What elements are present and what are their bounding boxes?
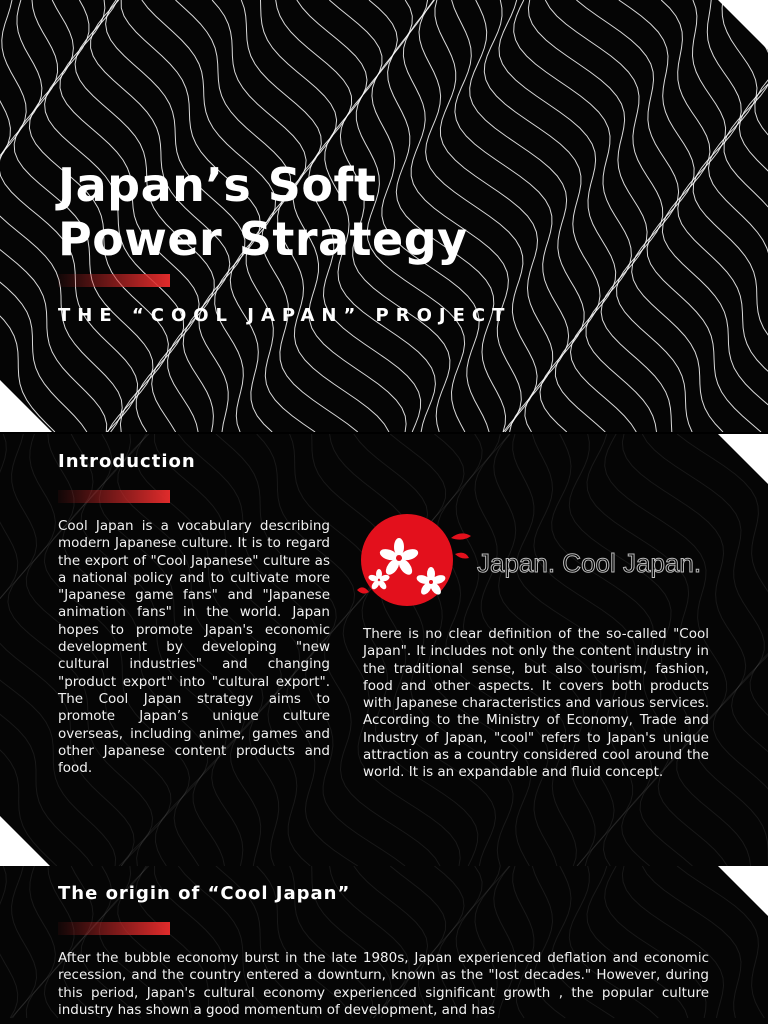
cover-red-bar <box>58 274 170 287</box>
wave-line <box>528 0 671 432</box>
corner-triangle-top-right <box>718 0 768 50</box>
wave-line <box>724 434 768 866</box>
wave-line <box>678 0 768 432</box>
corner-triangle-top-right <box>718 434 768 484</box>
wave-line <box>619 0 761 432</box>
intro-slide <box>0 434 768 866</box>
cover-subtitle: THE “COOL JAPAN” PROJECT <box>58 305 512 326</box>
wave-line <box>709 0 768 432</box>
corner-triangle-top-right <box>718 866 768 916</box>
corner-triangle-bottom-left <box>0 816 50 866</box>
cool-japan-logo <box>355 510 725 610</box>
cover-title <box>58 158 468 266</box>
wave-line <box>724 0 768 432</box>
intro-left-paragraph: Cool Japan is a vocabulary describing modern Japanese culture. It is to regard the export of "Cool Japanese" culture as a national policy and to cultivate more "Japanese game fans" and "Japanese animation fans" in the world. Japan hopes to promote Japan's economic development by developing "new cultural industries" and changing "product export" into "cultural export". The Cool Japan strategy aims to promote Japan’s unique culture overseas, including anime, games and other Japanese content products and food. <box>58 518 330 777</box>
cool-japan-logo-text: Japan. Cool Japan. <box>477 548 702 578</box>
cover-title-line2: Power Strategy <box>58 212 468 266</box>
wave-line <box>755 0 768 432</box>
cover-title-line1: Japan’s Soft <box>58 158 377 212</box>
origin-paragraph: After the bubble economy burst in the late 1980s, Japan experienced deflation and economic recession, and the country entered a downturn, known as the "lost decades." However, during this period, Japan's cultural economy experienced significant growth , the popular culture industry has shown a good momentum of development, and has <box>58 950 709 1018</box>
cover-slide <box>0 0 768 432</box>
intro-heading: Introduction <box>58 451 196 472</box>
intro-right-paragraph: There is no clear definition of the so-called "Cool Japan". It includes not only the content industry in the traditional sense, but also tourism, fashion, food and other aspects. It covers both products with Japanese characteristics and various services. According to the Ministry of Economy, Trade and Industry of Japan, "cool" refers to Japan's unique attraction as a country considered cool around the world. It is an expandable and fluid concept. <box>363 626 709 781</box>
wave-line <box>545 0 692 432</box>
wave-line <box>576 0 723 432</box>
origin-red-bar <box>58 922 170 935</box>
wave-line <box>0 866 18 1018</box>
intro-red-bar <box>58 490 170 503</box>
wave-line <box>13 866 56 1018</box>
origin-heading: The origin of “Cool Japan” <box>58 883 351 904</box>
corner-triangle-bottom-left <box>0 380 52 432</box>
wave-line <box>693 0 768 432</box>
wave-line <box>0 434 57 866</box>
cool-japan-logo-emblem <box>355 510 485 610</box>
origin-slide <box>0 866 768 1024</box>
wave-line <box>0 0 55 432</box>
